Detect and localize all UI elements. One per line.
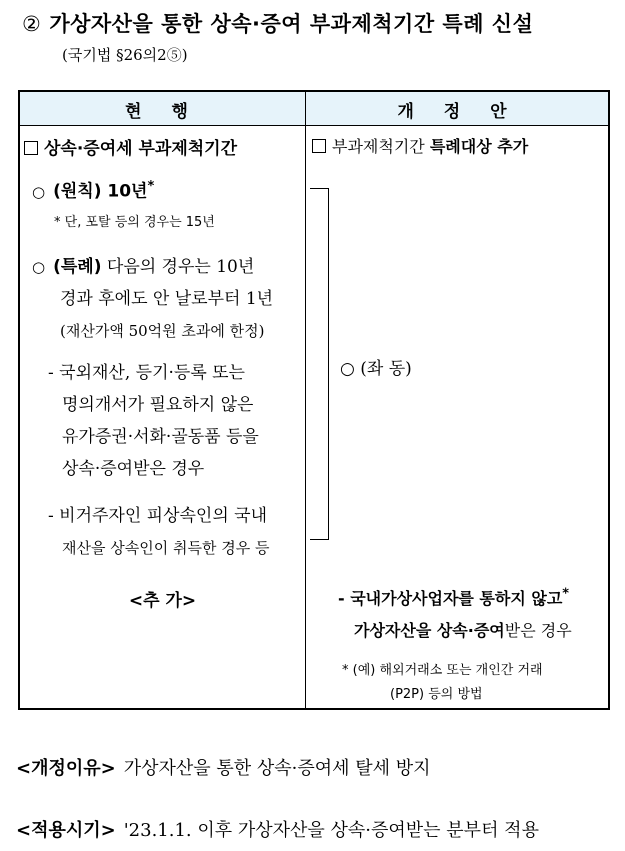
effective-label: <적용시기> bbox=[16, 820, 116, 841]
principle-text: (원칙) 10년 bbox=[53, 181, 148, 202]
principle-footnote-mark: * bbox=[147, 179, 155, 194]
new-item-line1: - 국내가상사업자를 통하지 않고* bbox=[338, 586, 570, 608]
exception-line3: (재산가액 50억원 초과에 한정) bbox=[60, 322, 265, 340]
checkbox-square-icon bbox=[24, 141, 38, 155]
reason-text: 가상자산을 통한 상속·증여세 탈세 방지 bbox=[123, 758, 431, 779]
principle-note: * 단, 포탈 등의 경우는 15년 bbox=[54, 215, 215, 230]
exception-item bbox=[32, 252, 254, 283]
comparison-table bbox=[18, 90, 610, 710]
same-as-left: ○ (좌 동) bbox=[340, 359, 412, 379]
addition-label: <추 가> bbox=[128, 591, 197, 611]
effective-text: '23.1.1. 이후 가상자산을 상속·증여받는 분부터 적용 bbox=[123, 820, 539, 841]
section-title bbox=[22, 8, 533, 38]
circle-bullet-icon: ○ bbox=[32, 182, 46, 201]
new-item-note1: * (예) 해외거래소 또는 개인간 거래 bbox=[342, 663, 543, 678]
item2-line2: 재산을 상속인이 취득한 경우 등 bbox=[62, 539, 270, 557]
left-heading: 상속·증여세 부과제척기간 bbox=[24, 134, 237, 159]
circle-bullet-icon: ○ bbox=[32, 258, 46, 276]
effective-date bbox=[16, 816, 539, 842]
exception-line1: 다음의 경우는 10년 bbox=[106, 257, 255, 277]
reason-label: <개정이유> bbox=[16, 758, 116, 779]
item1-line1: - 국외재산, 등기·등록 또는 bbox=[48, 363, 245, 383]
new-item-note2: (P2P) 등의 방법 bbox=[390, 687, 483, 702]
item1-line2: 명의개서가 필요하지 않은 bbox=[62, 395, 254, 415]
exception-line2: 경과 후에도 안 날로부터 1년 bbox=[60, 289, 274, 309]
item2-line1: - 비거주자인 피상속인의 국내 bbox=[48, 506, 268, 526]
right-heading: 부과제척기간 특례대상 추가 bbox=[312, 134, 528, 157]
new-item-line2: 가상자산을 상속·증여받은 경우 bbox=[354, 621, 572, 640]
section-number: ② bbox=[22, 12, 42, 36]
bracket-line bbox=[310, 188, 329, 540]
column-divider bbox=[305, 92, 306, 708]
item1-line3: 유가증권·서화·골동품 등을 bbox=[62, 427, 259, 447]
item1-line4: 상속·증여받은 경우 bbox=[62, 459, 205, 479]
exception-label: (특례) bbox=[53, 257, 102, 277]
section-title-text: 가상자산을 통한 상속·증여 부과제척기간 특례 신설 bbox=[49, 12, 534, 36]
principle-item bbox=[32, 171, 154, 208]
header-current: 현 행 bbox=[125, 102, 200, 122]
new-item-footnote-mark: * bbox=[562, 586, 570, 602]
table-header bbox=[20, 92, 608, 126]
amendment-reason bbox=[16, 754, 431, 780]
checkbox-square-icon bbox=[312, 139, 326, 153]
law-reference: (국기법 §26의2⑤) bbox=[62, 46, 188, 64]
header-proposed: 개 정 안 bbox=[397, 102, 519, 122]
